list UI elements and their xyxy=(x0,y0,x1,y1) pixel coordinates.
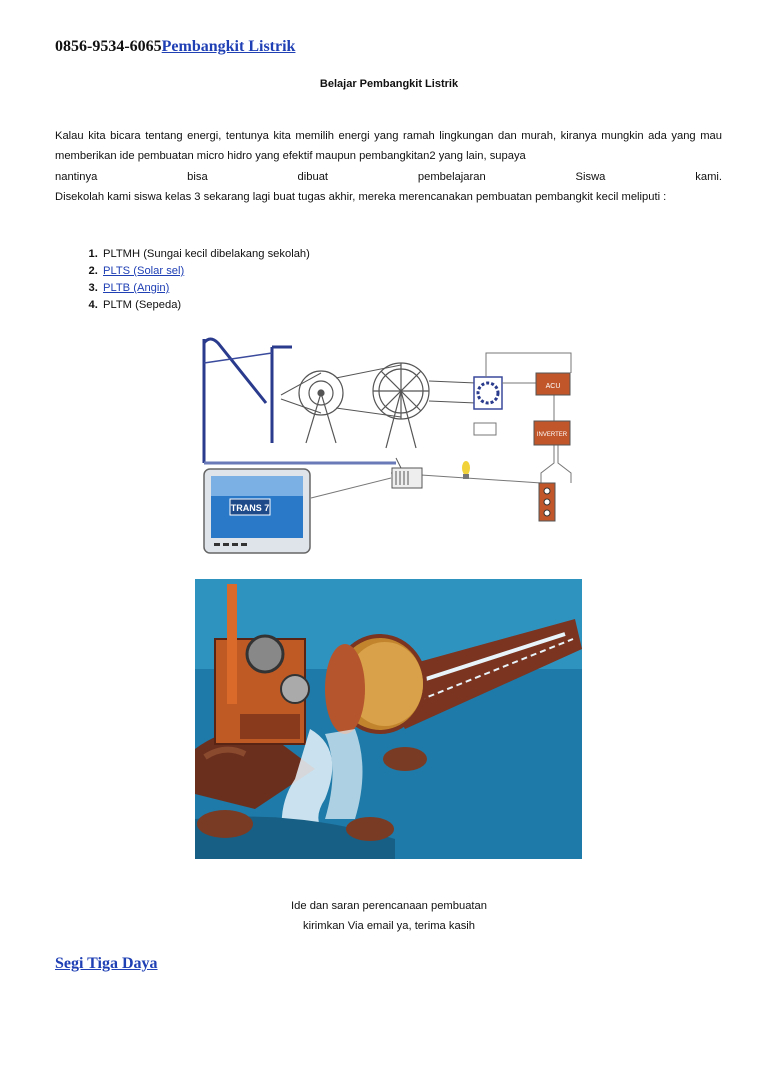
figure-caption xyxy=(0,896,768,936)
page-subtitle: Belajar Pembangkit Listrik xyxy=(319,78,459,90)
list-link-pltb[interactable]: PLTB (Angin) xyxy=(103,282,170,294)
power-outlet xyxy=(539,483,555,521)
list-item: 1. PLTMH (Sungai kecil dibelakang sekolah) xyxy=(101,246,310,263)
bicycle-generator-diagram xyxy=(196,333,586,558)
list-item xyxy=(101,263,310,280)
list-link-plts[interactable]: PLTS (Solar sel) xyxy=(103,265,185,277)
micro-hydro-illustration xyxy=(195,579,582,859)
caption-line-2: kirimkan Via email ya, terima kasih xyxy=(302,920,475,932)
paragraph-line-1: Kalau kita bicara tentang energi, tentunya kita memilih energi yang ramah lingkungan dan murah, kiranya mungkin ada yang mau memberikan ide pembuatan micro hidro yang efektif maupun pembangkitan2 yang lain, supaya xyxy=(55,130,722,163)
phone-number: 0856-9534-6065 xyxy=(55,38,162,55)
svg-text:INVERTER: INVERTER xyxy=(536,432,568,438)
heading-link[interactable]: Pembangkit Listrik xyxy=(161,38,296,55)
svg-text:TRANS 7: TRANS 7 xyxy=(230,503,270,513)
generator-list xyxy=(55,246,310,314)
paragraph-line-2: nantinya bisa dibuat pembelajaran Siswa kami. xyxy=(55,170,722,183)
page-heading xyxy=(55,38,295,56)
dynamo xyxy=(474,377,502,435)
segi-tiga-daya-link[interactable]: Segi Tiga Daya xyxy=(55,955,158,972)
svg-text:ACU: ACU xyxy=(545,383,561,390)
radio xyxy=(392,458,422,488)
television xyxy=(204,469,310,553)
paragraph-line-3: Disekolah kami siswa kelas 3 sekarang lagi buat tugas akhir, mereka merencanakan pembuatan pembangkit kecil meliputi : xyxy=(55,190,667,203)
caption-line-1: Ide dan saran perencanaan pembuatan xyxy=(291,900,487,912)
water-wheel xyxy=(325,636,425,734)
intro-paragraph xyxy=(55,126,722,207)
large-wheel xyxy=(373,363,429,448)
list-item: 4. PLTM (Sepeda) xyxy=(101,297,310,314)
lamp xyxy=(462,461,470,479)
inverter-box xyxy=(534,421,570,445)
list-item xyxy=(101,280,310,297)
accu-box xyxy=(536,373,570,395)
